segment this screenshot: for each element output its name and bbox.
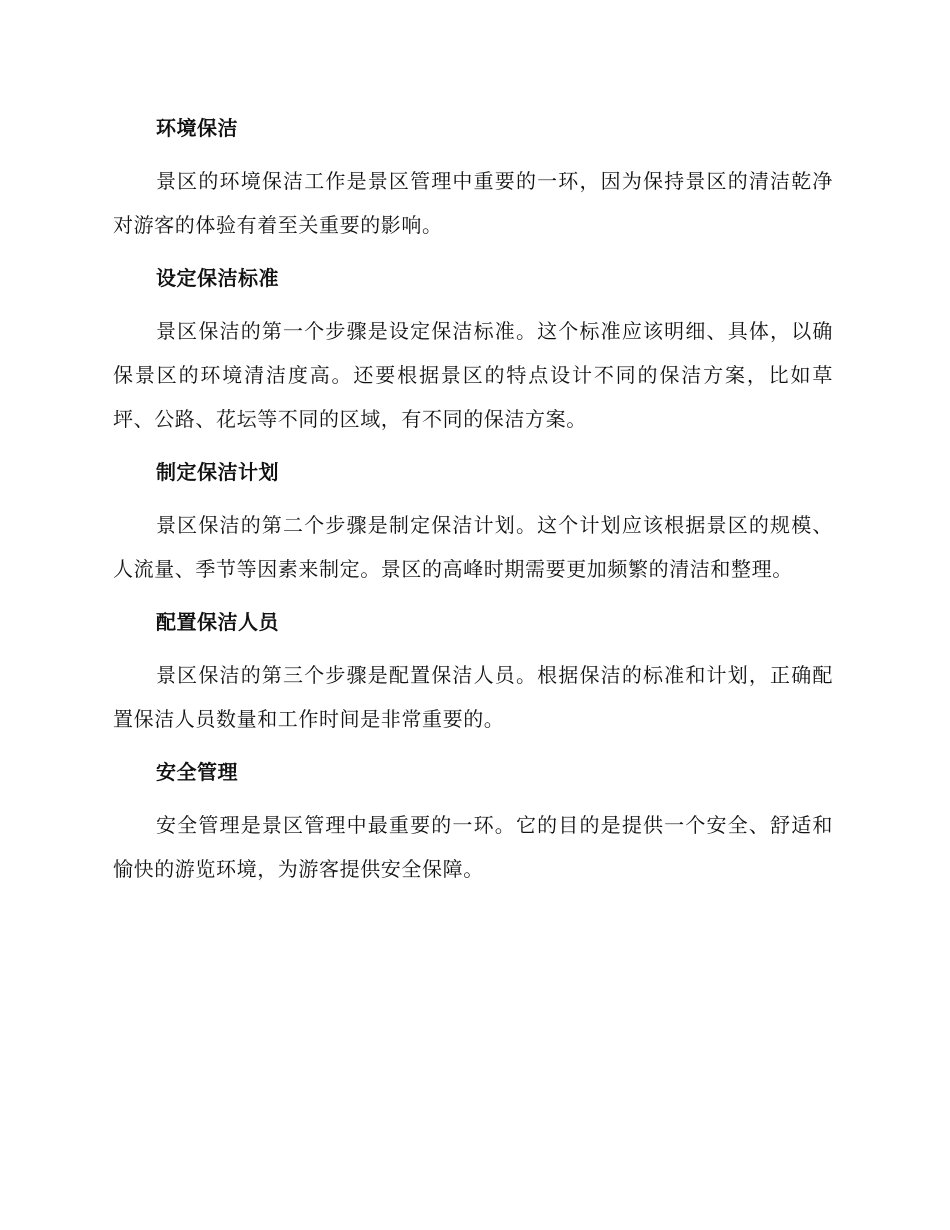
section-paragraph: 景区的环境保洁工作是景区管理中重要的一环，因为保持景区的清洁乾净对游客的体验有着至关重要的影响。 <box>113 169 833 237</box>
section-heading: 环境保洁 <box>156 116 238 140</box>
document-body <box>113 112 833 906</box>
section-cleaning-staff <box>113 606 833 741</box>
section-environment-cleaning <box>113 112 833 247</box>
section-paragraph: 景区保洁的第三个步骤是配置保洁人员。根据保洁的标准和计划，正确配置保洁人员数量和工作时间是非常重要的。 <box>113 663 833 731</box>
section-paragraph: 景区保洁的第一个步骤是设定保洁标准。这个标准应该明细、具体，以确保景区的环境清洁度高。还要根据景区的特点设计不同的保洁方案，比如草坪、公路、花坛等不同的区域，有不同的保洁方案。 <box>113 319 833 431</box>
section-heading: 制定保洁计划 <box>156 460 279 484</box>
section-cleaning-plan <box>113 456 833 591</box>
section-heading: 设定保洁标准 <box>156 266 279 290</box>
section-safety-management <box>113 756 833 891</box>
section-paragraph: 景区保洁的第二个步骤是制定保洁计划。这个计划应该根据景区的规模、人流量、季节等因素来制定。景区的高峰时期需要更加频繁的清洁和整理。 <box>113 513 833 581</box>
section-paragraph: 安全管理是景区管理中最重要的一环。它的目的是提供一个安全、舒适和愉快的游览环境，为游客提供安全保障。 <box>113 813 833 881</box>
section-cleaning-standards <box>113 262 833 441</box>
section-heading: 安全管理 <box>156 760 238 784</box>
section-heading: 配置保洁人员 <box>156 610 279 634</box>
